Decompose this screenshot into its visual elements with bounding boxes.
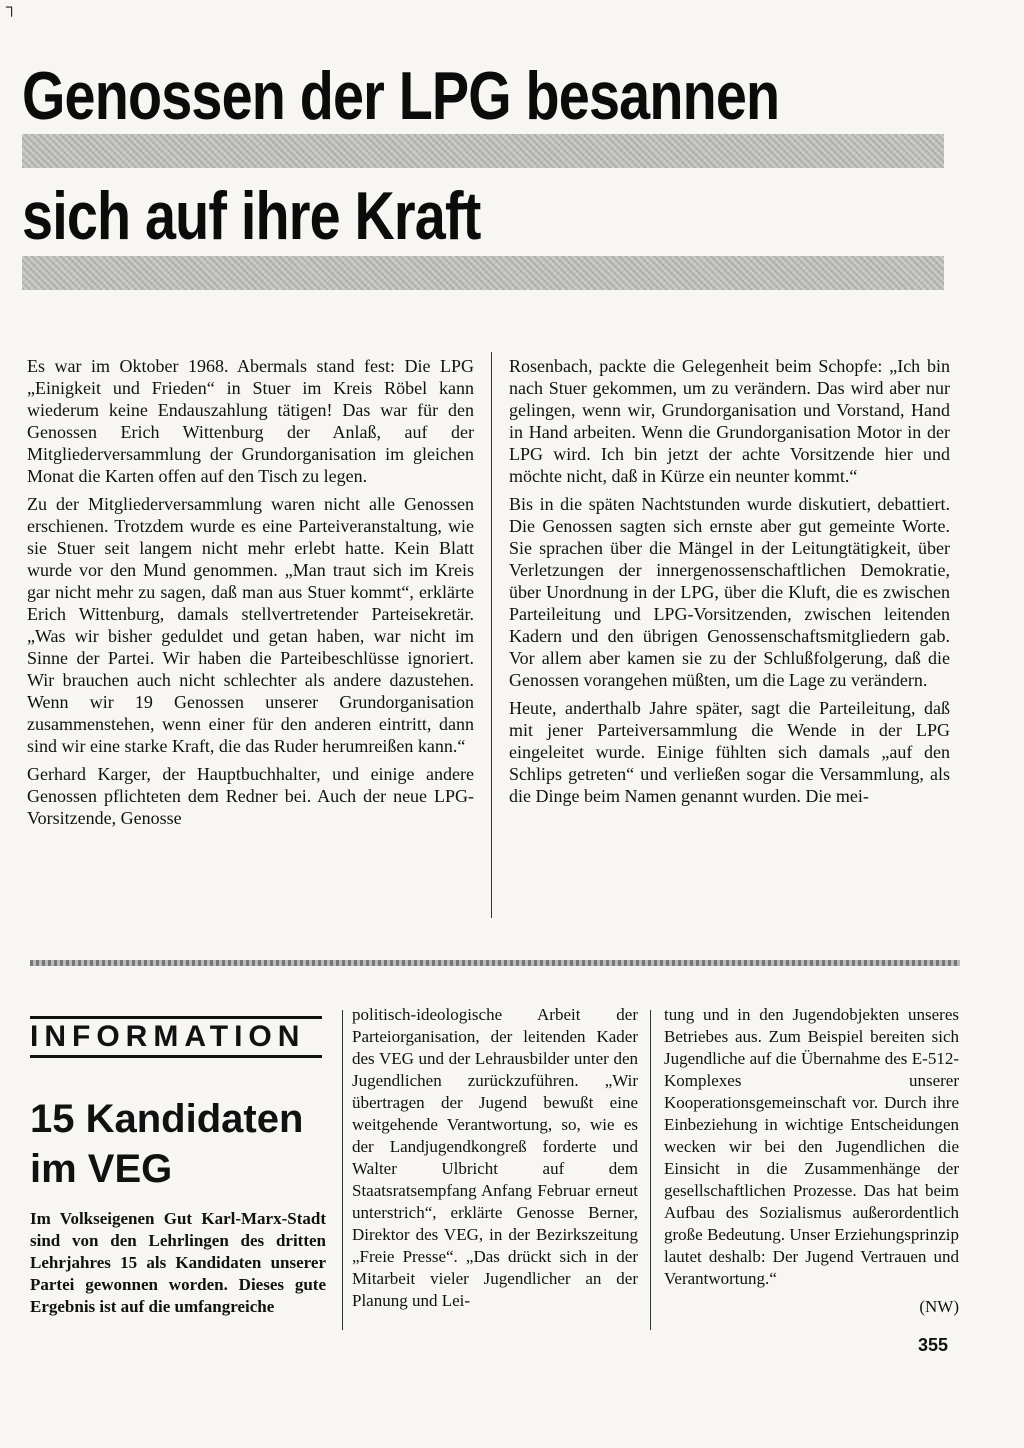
halftone-band-lower	[22, 256, 944, 290]
article-paragraph: Es war im Oktober 1968. Abermals stand fest: Die LPG „Einigkeit und Frieden“ in Stuer im Kreis Röbel kann wiederum keine Endauszahlung tätigen! Das war für den Genossen Erich Wittenburg der Anlaß, auf der Mitgliederversammlung der Grundorganisation im gleichen Monat die Karten offen auf den Tisch zu legen.	[27, 356, 474, 486]
article-paragraph: Gerhard Karger, der Hauptbuchhalter, und einige andere Genossen pflichteten dem Redner bei. Auch der neue LPG-Vorsitzende, Genosse	[27, 764, 474, 828]
article-column-right	[509, 355, 950, 813]
column-divider	[491, 352, 492, 918]
column-divider	[650, 1010, 651, 1330]
info-headline: 15 Kandidaten im VEG	[30, 1097, 304, 1191]
halftone-band-upper	[22, 134, 944, 168]
column-divider	[342, 1010, 343, 1330]
article-paragraph: Zu der Mitgliederversammlung waren nicht alle Genossen erschienen. Trotzdem wurde es eine Parteiveranstaltung, wie sie Stuer seit langem nicht mehr erlebt hatte. Kein Blatt wurde vor den Mund genommen. „Man traut sich im Kreis gar nicht mehr zu sagen, daß man aus Stuer kommt“, erklärte Erich Wittenburg, damals stellvertretender Parteisekretär. „Was wir bisher geduldet und getan haben, war nicht im Sinne der Partei. Wir haben die Parteibeschlüsse ignoriert. Wir brauchen auch nicht schlechter als andere dazustehen. Wenn wir 19 Genossen unserer Grundorganisation zusammenstehen, wenn einer für den anderen eintritt, dann sind wir eine starke Kraft, die das Ruder herumreißen kann.“	[27, 494, 474, 756]
article-paragraph: Heute, anderthalb Jahre später, sagt die Parteileitung, daß mit jener Parteiversammlung die Wende in der LPG eingeleitet wurde. Einige fühlten sich damals „auf den Schlips getreten“ und verließen sogar die Versammlung, als die Dinge beim Namen genannt wurden. Die mei-	[509, 698, 950, 806]
section-divider-rule	[30, 960, 960, 966]
headline-line-2: sich auf ihre Kraft	[22, 178, 481, 254]
info-paragraph: tung und in den Jugendobjekten unseres Betriebes aus. Zum Beispiel bereiten sich Jugendliche auf die Übernahme des E-512-Komplexes unserer Kooperationsgemeinschaft vor. Durch ihre Einbeziehung in wichtige Entscheidungen wecken wir bei den Jugendlichen die Einsicht in die Zusammenhänge der gesellschaftlichen Prozesse. Das hat beim Aufbau des Sozialismus außerordentlich große Bedeutung. Unser Erziehungsprinzip lautet deshalb: Der Jugend Vertrauen und Verantwortung.“	[664, 1005, 959, 1288]
page-number: 355	[918, 1335, 949, 1355]
article-column-left	[27, 355, 474, 835]
author-signature: (NW)	[919, 1297, 959, 1316]
information-label: INFORMATION	[30, 1016, 322, 1058]
corner-crop-mark: ┐	[6, 0, 18, 16]
info-column-1	[30, 1208, 326, 1324]
info-paragraph: Im Volkseigenen Gut Karl-Marx-Stadt sind von den Lehrlingen des dritten Lehrjahres 15 als Kandidaten unserer Partei gewonnen worden. Dieses gute Ergebnis ist auf die umfangreiche	[30, 1209, 326, 1316]
article-paragraph: Bis in die späten Nachtstunden wurde diskutiert, debattiert. Die Genossen sagten sich ernste aber gut gemeinte Worte. Sie sprachen über die Mängel in der Leitungtätigkeit, über Verletzungen der innergenossenschaftlichen Demokratie, über Unordnung in der LPG, über die Kluft, die es zwischen Parteileitung und LPG-Vorsitzenden, zwischen leitenden Kadern und den übrigen Genossenschaftsmitgliedern gab. Vor allem aber kamen sie zu der Schlußfolgerung, daß die Genossen vorangehen müßten, um die Lage zu verändern.	[509, 494, 950, 690]
article-paragraph: Rosenbach, packte die Gelegenheit beim Schopfe: „Ich bin nach Stuer gekommen, um zu verändern. Das wird aber nur gelingen, wenn wir, Grundorganisation und Vorstand, Hand in Hand arbeiten. Wenn die Grundorganisation Motor in der LPG wird. Ich bin jetzt der achte Vorsitzende hier und möchte nicht, daß in Kürze ein neunter kommt.“	[509, 356, 950, 486]
info-column-2	[352, 1004, 638, 1318]
info-column-3	[664, 1004, 959, 1318]
headline-line-1: Genossen der LPG besannen	[22, 58, 780, 134]
info-paragraph: politisch-ideologische Arbeit der Parteiorganisation, der leitenden Kader des VEG und der Lehrausbilder unter den Jugendlichen zurückzuführen. „Wir übertragen der Jugend bewußt eine weitgehende Verantwortung, so, wie es der Landjugendkongreß forderte und Walter Ulbricht auf dem Staatsratsempfang Anfang Februar erneut unterstrich“, erklärte Genosse Berner, Direktor des VEG, in der Bezirkszeitung „Freie Presse“. „Das drückt sich in der Mitarbeit vieler Jugendlicher an der Planung und Lei-	[352, 1005, 638, 1310]
